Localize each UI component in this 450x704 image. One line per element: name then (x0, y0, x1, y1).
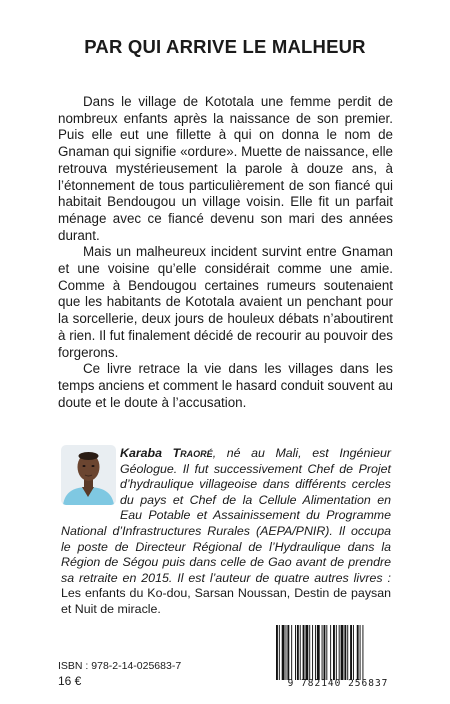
author-biography (61, 446, 391, 618)
summary-paragraph-3: Ce livre retrace la vie dans les villages dans les temps anciens et comment le hasard conduit souvent au doute et le doute à l’accusation. (58, 361, 393, 410)
author-bio-text: , né au Mali, est Ingénieur Géologue. Il fut successivement Chef de Projet d’hydraulique villageoise dans différents cercles du pays et Chef de la Cellule Alimentation en Eau Potable et Assainissement du Programme National d’Infrastructures Rurales (AEPA/PNIR). Il occupa le poste de Directeur Régional de l’Hydraulique dans la Région de Ségou puis dans celle de Gao avant de prendre sa retraite en 2015. Il est l’auteur de quatre autres livres : (61, 446, 391, 585)
author-other-books: Les enfants du Ko-dou, Sarsan Noussan, Destin de paysan et Nuit de miracle. (61, 586, 391, 616)
summary-paragraph-2: Mais un malheureux incident survint entre Gnaman et une voisine qu’elle considérait comme une amie. Comme à Bendougou certaines rumeurs soutenaient que les habitants de Kototala avaient un penchant pour la sorcellerie, deux jours de houleux débats n’aboutirent à rien. Il fut finalement décidé de recourir au pouvoir des forgerons. (58, 244, 393, 360)
author-last-name: Traoré (172, 446, 213, 460)
isbn-barcode (274, 625, 402, 680)
summary-paragraph-1: Dans le village de Kototala une femme perdit de nombreux enfants après la naissance de son premier. Puis elle eut une fillette à qui on donna le nom de Gnaman qui signifie «ordure». Muette de naissance, elle retrouva mystérieusement la parole à douze ans, à l’étonnement de tous particulièrement de son fiancé qui habitait Bendougou un village voisin. Elle fit un parfait ménage avec ce fiancé devenu son mari des années durant. (58, 94, 393, 243)
book-title: PAR QUI ARRIVE LE MALHEUR (84, 36, 366, 57)
back-cover-summary (58, 94, 393, 411)
isbn-number: ISBN : 978-2-14-025683-7 (58, 660, 182, 672)
price: 16 € (58, 674, 82, 688)
barcode-digits: 9 782140 256837 (287, 678, 389, 689)
author-first-name: Karaba (120, 446, 163, 460)
